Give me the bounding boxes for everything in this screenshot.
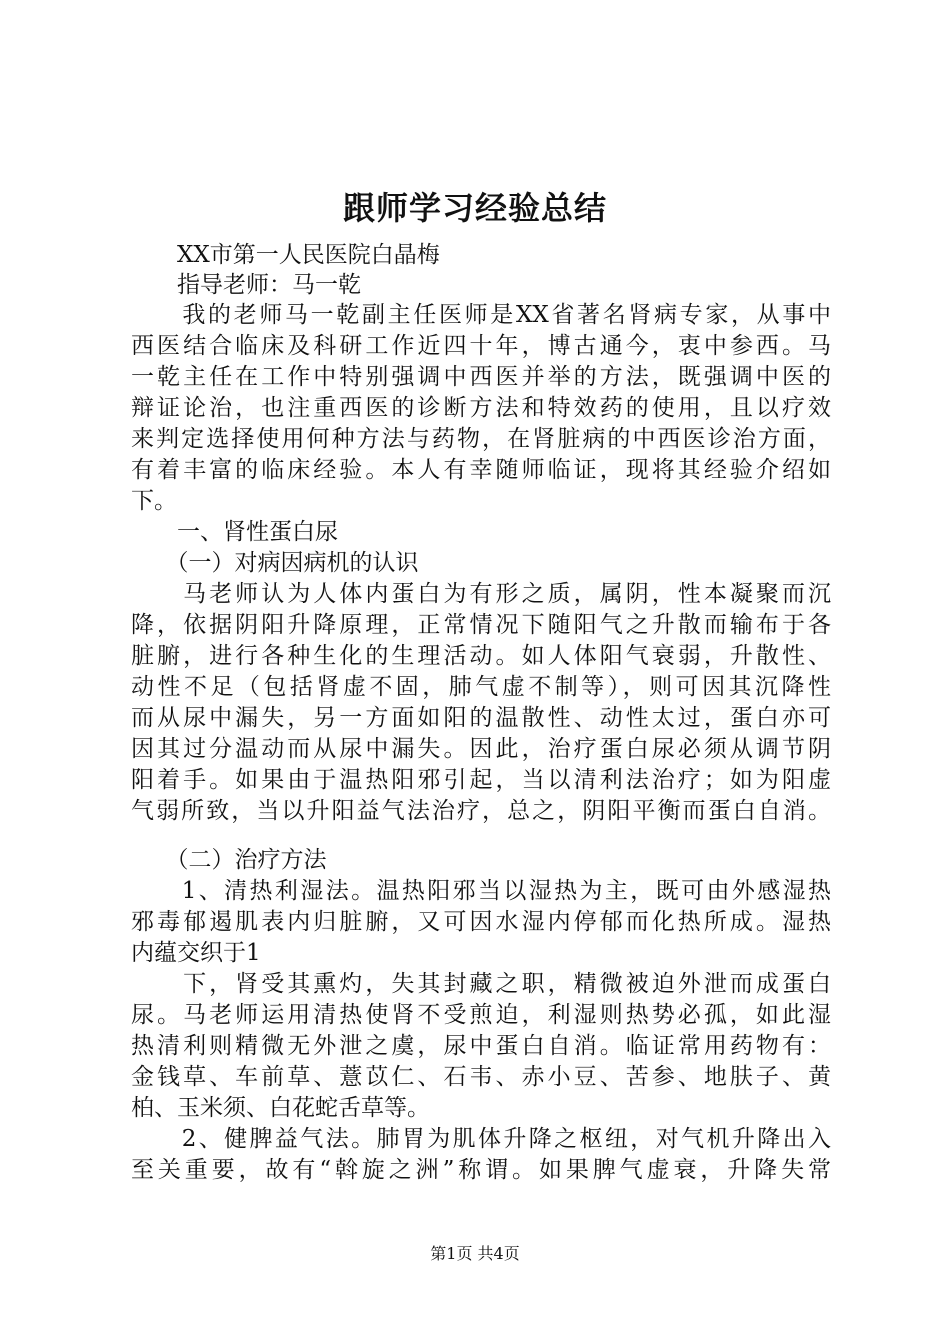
text-line: 气弱所致，当以升阳益气法治疗，总之，阴阳平衡而蛋白自消。: [131, 798, 831, 824]
text-line: XX市第一人民医院白晶梅: [131, 242, 440, 268]
subsection-heading: （二）治疗方法: [131, 847, 327, 873]
text-line: 金钱草、车前草、薏苡仁、石韦、赤小豆、苦参、地肤子、黄: [131, 1064, 831, 1090]
text-line: 有着丰富的临床经验。本人有幸随师临证，现将其经验介绍如: [131, 457, 831, 483]
text-line: 西医结合临床及科研工作近四十年，博古通今，衷中参西。马: [131, 333, 831, 359]
text-line: 一乾主任在工作中特别强调中西医并举的方法，既强调中医的: [131, 364, 831, 390]
text-line: 辩证论治，也注重西医的诊断方法和特效药的使用，且以疗效: [131, 395, 831, 421]
text-line: 邪毒郁遏肌表内归脏腑，又可因水湿内停郁而化热所成。湿热: [131, 909, 831, 935]
text-line: 内蕴交织于1: [131, 940, 261, 966]
text-line: 至关重要，故有“斡旋之洲”称谓。如果脾气虚衰，升降失常: [131, 1157, 831, 1183]
text-line: 阳着手。如果由于温热阳邪引起，当以清利法治疗；如为阳虚: [131, 767, 831, 793]
text-line: 马老师认为人体内蛋白为有形之质，属阴，性本凝聚而沉: [131, 581, 831, 607]
text-line: 而从尿中漏失，另一方面如阳的温散性、动性太过，蛋白亦可: [131, 705, 831, 731]
text-line: 指导老师：马一乾: [131, 272, 361, 298]
text-line: 下。: [131, 488, 177, 514]
text-line: 柏、玉米须、白花蛇舌草等。: [131, 1095, 430, 1121]
text-line: 我的老师马一乾副主任医师是XX省著名肾病专家，从事中: [131, 302, 831, 328]
text-line: 脏腑，进行各种生化的生理活动。如人体阳气衰弱，升散性、: [131, 643, 831, 669]
text-line: 降，依据阴阳升降原理，正常情况下随阳气之升散而输布于各: [131, 612, 831, 638]
document-title: 跟师学习经验总结: [342, 189, 607, 227]
text-line: 1、清热利湿法。温热阳邪当以湿热为主，既可由外感湿热: [131, 878, 831, 904]
subsection-heading: （一）对病因病机的认识: [131, 550, 419, 576]
section-heading: 一、肾性蛋白尿: [131, 519, 338, 545]
text-line: 下，肾受其熏灼，失其封藏之职，精微被迫外泄而成蛋白: [131, 971, 831, 997]
text-line: 热清利则精微无外泄之虞，尿中蛋白自消。临证常用药物有：: [131, 1033, 831, 1059]
text-line: 因其过分温动而从尿中漏失。因此，治疗蛋白尿必须从调节阴: [131, 736, 831, 762]
page-number-footer: 第1页 共4页: [430, 1244, 520, 1263]
text-line: 尿。马老师运用清热使肾不受煎迫，利湿则热势必孤，如此湿: [131, 1002, 831, 1028]
text-line: 动性不足（包括肾虚不固，肺气虚不制等），则可因其沉降性: [131, 674, 831, 700]
text-line: 2、健脾益气法。肺胃为肌体升降之枢纽，对气机升降出入: [131, 1126, 831, 1152]
text-line: 来判定选择使用何种方法与药物，在肾脏病的中西医诊治方面，: [131, 426, 831, 452]
